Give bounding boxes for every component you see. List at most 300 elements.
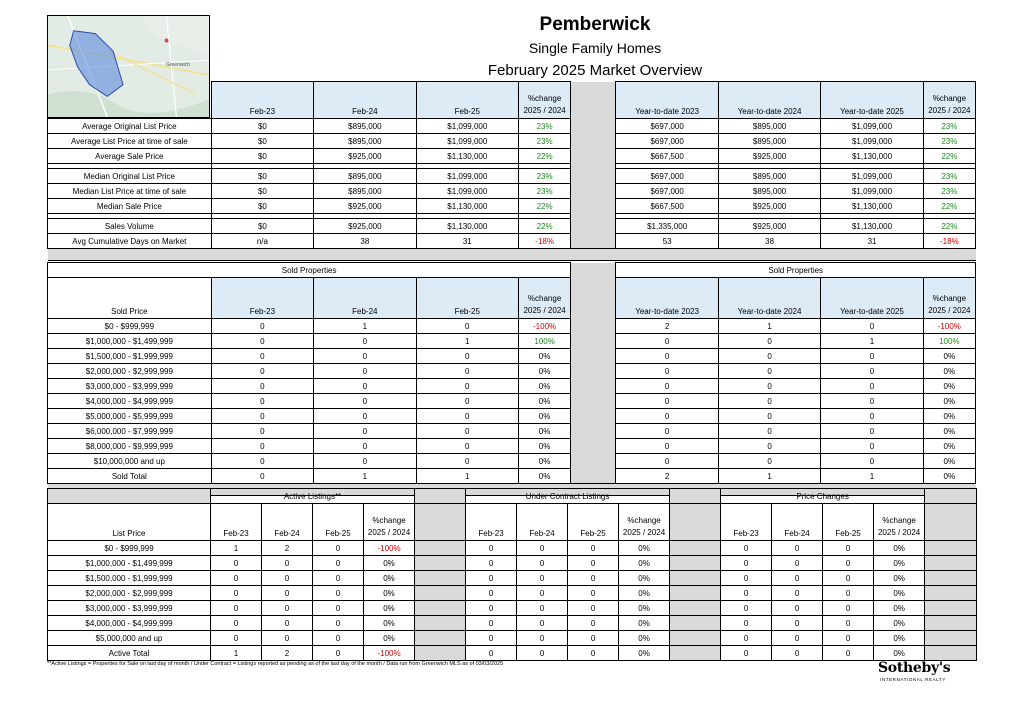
value-cell: 0: [821, 439, 923, 454]
row-label: $0 - $999,999: [48, 319, 212, 334]
value-cell: 0: [211, 469, 313, 484]
value-cell: 0: [314, 379, 416, 394]
value-cell: 0: [211, 319, 313, 334]
column-header: Feb-24: [517, 504, 568, 541]
value-cell: 0: [616, 334, 718, 349]
table-row: [48, 234, 976, 249]
value-cell: 0: [211, 601, 262, 616]
value-cell: 0: [718, 364, 820, 379]
value-cell: 0: [616, 364, 718, 379]
column-header: %change 2025 / 2024: [923, 82, 975, 119]
value-cell: 0: [721, 646, 772, 661]
value-cell: 0%: [923, 424, 975, 439]
value-cell: 0%: [874, 631, 925, 646]
column-gap: [925, 541, 977, 556]
row-label: $2,000,000 - $2,999,999: [48, 586, 211, 601]
row-label: $1,000,000 - $1,499,999: [48, 334, 212, 349]
table-row: [48, 119, 976, 134]
row-label: Median List Price at time of sale: [48, 184, 212, 199]
value-cell: $697,000: [616, 134, 718, 149]
value-cell: 0: [823, 616, 874, 631]
value-cell: 0: [313, 571, 364, 586]
value-cell: -100%: [364, 541, 415, 556]
value-cell: 0: [772, 601, 823, 616]
value-cell: 2: [262, 646, 313, 661]
table-row: [48, 184, 976, 199]
value-cell: $1,130,000: [416, 199, 518, 214]
table-row: [48, 134, 976, 149]
price-summary-table: [47, 81, 976, 261]
value-cell: 0: [823, 571, 874, 586]
column-gap: [925, 504, 977, 541]
brand-logo: [878, 660, 951, 682]
section-title: Under Contract Listings: [466, 489, 670, 504]
value-cell: $1,130,000: [821, 149, 923, 164]
value-cell: 0: [718, 379, 820, 394]
column-gap: [571, 454, 616, 469]
table-row: [48, 616, 977, 631]
area-title: Pemberwick: [539, 14, 651, 35]
value-cell: 0%: [364, 616, 415, 631]
value-cell: 0: [568, 646, 619, 661]
value-cell: $1,099,000: [416, 169, 518, 184]
column-header: Sold Price: [48, 278, 212, 319]
row-label: Sales Volume: [48, 219, 212, 234]
value-cell: 0: [718, 394, 820, 409]
value-cell: $0: [211, 199, 313, 214]
value-cell: 0%: [923, 349, 975, 364]
column-gap: [571, 184, 616, 199]
value-cell: 0: [314, 424, 416, 439]
table-row: [48, 169, 976, 184]
value-cell: 0: [568, 631, 619, 646]
value-cell: 0%: [874, 601, 925, 616]
value-cell: 0: [616, 424, 718, 439]
column-gap: [571, 439, 616, 454]
value-cell: 0: [416, 379, 518, 394]
value-cell: $1,099,000: [416, 184, 518, 199]
value-cell: $1,099,000: [821, 169, 923, 184]
table-row: [48, 199, 976, 214]
value-cell: $1,099,000: [821, 119, 923, 134]
column-header: Year-to-date 2024: [718, 82, 820, 119]
row-label: $4,000,000 - $4,999,999: [48, 394, 212, 409]
value-cell: 0: [517, 571, 568, 586]
value-cell: 22%: [519, 219, 571, 234]
value-cell: 0: [823, 556, 874, 571]
value-cell: 0: [772, 631, 823, 646]
column-gap: [571, 334, 616, 349]
value-cell: 0%: [364, 601, 415, 616]
column-header: Feb-24: [314, 278, 416, 319]
value-cell: $925,000: [718, 199, 820, 214]
value-cell: 0: [772, 586, 823, 601]
row-label: $1,000,000 - $1,499,999: [48, 556, 211, 571]
column-header: Feb-23: [211, 504, 262, 541]
value-cell: 0: [314, 454, 416, 469]
value-cell: $0: [211, 219, 313, 234]
column-gap: [670, 571, 721, 586]
value-cell: 2: [616, 469, 718, 484]
value-cell: 0: [313, 646, 364, 661]
column-gap: [670, 556, 721, 571]
row-label: $1,500,000 - $1,999,999: [48, 349, 212, 364]
column-gap: [571, 119, 616, 134]
table-row: [48, 571, 977, 586]
value-cell: 0: [823, 541, 874, 556]
column-gap: [571, 469, 616, 484]
column-gap: [670, 601, 721, 616]
table-row: [48, 469, 976, 484]
table-row: [48, 586, 977, 601]
column-gap: [571, 234, 616, 249]
table-row: [48, 454, 976, 469]
value-cell: 0: [313, 586, 364, 601]
value-cell: 1: [314, 319, 416, 334]
value-cell: 0: [211, 586, 262, 601]
column-gap: [670, 586, 721, 601]
empty-corner: [48, 489, 211, 504]
value-cell: 0: [718, 424, 820, 439]
logo-subtitle: INTERNATIONAL REALTY: [880, 677, 946, 682]
column-gap: [571, 82, 616, 119]
footnote: **Active Listings = Properties for Sale on last day of month / Under Contract = Listings reported as pending as of the last day of the month / Data run from Greenwich MLS as of 03/03/2025: [47, 661, 504, 667]
column-gap: [925, 556, 977, 571]
value-cell: $895,000: [718, 169, 820, 184]
sold-properties-table: [47, 262, 976, 496]
value-cell: 0: [568, 541, 619, 556]
value-cell: $697,000: [616, 119, 718, 134]
table-row: [48, 219, 976, 234]
column-gap: [415, 586, 466, 601]
value-cell: 0: [517, 646, 568, 661]
sold-header-row: [48, 278, 976, 319]
value-cell: 0: [211, 394, 313, 409]
value-cell: 0%: [874, 541, 925, 556]
table-row: [48, 394, 976, 409]
value-cell: 2: [262, 541, 313, 556]
value-cell: 0: [262, 616, 313, 631]
section-title: Sold Properties: [48, 263, 571, 278]
value-cell: $1,099,000: [821, 184, 923, 199]
value-cell: $925,000: [718, 219, 820, 234]
column-header: Year-to-date 2023: [616, 82, 718, 119]
value-cell: 0%: [874, 616, 925, 631]
value-cell: 0: [211, 616, 262, 631]
column-gap: [571, 319, 616, 334]
value-cell: -100%: [923, 319, 975, 334]
value-cell: 0: [211, 556, 262, 571]
value-cell: 23%: [923, 119, 975, 134]
value-cell: $1,099,000: [416, 134, 518, 149]
value-cell: 0%: [518, 454, 570, 469]
value-cell: 0: [718, 409, 820, 424]
value-cell: $925,000: [314, 199, 416, 214]
value-cell: 0: [718, 439, 820, 454]
table-row: [48, 379, 976, 394]
column-header: %change 2025 / 2024: [619, 504, 670, 541]
value-cell: 100%: [518, 334, 570, 349]
value-cell: 0: [517, 631, 568, 646]
table-row: [48, 349, 976, 364]
value-cell: 0: [416, 319, 518, 334]
value-cell: 23%: [519, 169, 571, 184]
column-gap: [571, 424, 616, 439]
value-cell: 0: [466, 601, 517, 616]
column-gap: [571, 263, 616, 278]
value-cell: 0%: [518, 364, 570, 379]
row-label: Avg Cumulative Days on Market: [48, 234, 212, 249]
value-cell: 100%: [923, 334, 975, 349]
value-cell: 0%: [874, 556, 925, 571]
value-cell: 0: [821, 364, 923, 379]
column-header: %change 2025 / 2024: [364, 504, 415, 541]
value-cell: 0: [466, 586, 517, 601]
value-cell: 38: [718, 234, 820, 249]
value-cell: 0: [262, 556, 313, 571]
column-gap: [415, 571, 466, 586]
row-label: $1,500,000 - $1,999,999: [48, 571, 211, 586]
value-cell: 0%: [874, 571, 925, 586]
value-cell: 0: [772, 556, 823, 571]
value-cell: 0: [821, 394, 923, 409]
value-cell: n/a: [211, 234, 313, 249]
value-cell: 0%: [364, 586, 415, 601]
value-cell: 0: [616, 394, 718, 409]
value-cell: 1: [821, 334, 923, 349]
value-cell: 0: [568, 586, 619, 601]
value-cell: 0: [313, 631, 364, 646]
value-cell: 0%: [619, 616, 670, 631]
row-label: Active Total: [48, 646, 211, 661]
value-cell: $0: [211, 134, 313, 149]
table-row: [48, 646, 977, 661]
spacer-cell: [48, 249, 976, 261]
value-cell: 0: [211, 409, 313, 424]
value-cell: 23%: [519, 134, 571, 149]
value-cell: 0: [211, 334, 313, 349]
value-cell: 1: [416, 334, 518, 349]
value-cell: $0: [211, 184, 313, 199]
column-gap: [925, 616, 977, 631]
value-cell: 0: [772, 541, 823, 556]
value-cell: 0: [821, 349, 923, 364]
value-cell: 0: [211, 439, 313, 454]
report-title: February 2025 Market Overview: [487, 62, 703, 79]
value-cell: 0%: [518, 439, 570, 454]
column-gap: [670, 489, 721, 504]
value-cell: 0%: [619, 586, 670, 601]
column-gap: [571, 219, 616, 234]
value-cell: 23%: [923, 169, 975, 184]
value-cell: -18%: [519, 234, 571, 249]
value-cell: $0: [211, 169, 313, 184]
value-cell: 0: [821, 454, 923, 469]
value-cell: $0: [211, 149, 313, 164]
value-cell: 0: [416, 454, 518, 469]
value-cell: 0: [466, 556, 517, 571]
value-cell: $895,000: [718, 119, 820, 134]
empty-corner: [48, 82, 212, 119]
column-gap: [571, 364, 616, 379]
column-gap: [571, 199, 616, 214]
row-label: $5,000,000 and up: [48, 631, 211, 646]
value-cell: 0: [517, 556, 568, 571]
value-cell: 0: [211, 424, 313, 439]
column-gap: [925, 489, 977, 504]
value-cell: 0%: [923, 364, 975, 379]
value-cell: 0: [416, 409, 518, 424]
column-gap: [925, 586, 977, 601]
column-header: Feb-24: [262, 504, 313, 541]
value-cell: 0: [416, 424, 518, 439]
value-cell: 0: [616, 454, 718, 469]
column-header: Feb-24: [772, 504, 823, 541]
column-header: %change 2025 / 2024: [874, 504, 925, 541]
value-cell: 0: [211, 454, 313, 469]
row-label: $5,000,000 - $5,999,999: [48, 409, 212, 424]
summary-header-row: [48, 82, 976, 119]
value-cell: 0: [211, 631, 262, 646]
value-cell: 0%: [518, 424, 570, 439]
value-cell: 0%: [874, 586, 925, 601]
value-cell: $1,335,000: [616, 219, 718, 234]
table-row: [48, 631, 977, 646]
row-label: Average Original List Price: [48, 119, 212, 134]
value-cell: 0: [466, 646, 517, 661]
column-header: List Price: [48, 504, 211, 541]
value-cell: 22%: [519, 199, 571, 214]
row-label: $3,000,000 - $3,999,999: [48, 601, 211, 616]
column-gap: [415, 489, 466, 504]
value-cell: 0: [568, 616, 619, 631]
value-cell: 0%: [619, 631, 670, 646]
row-label: $10,000,000 and up: [48, 454, 212, 469]
value-cell: 0%: [364, 556, 415, 571]
value-cell: 53: [616, 234, 718, 249]
value-cell: 0: [211, 364, 313, 379]
value-cell: 0: [416, 439, 518, 454]
value-cell: 0%: [518, 379, 570, 394]
section-title: Active Listings**: [211, 489, 415, 504]
value-cell: 1: [821, 469, 923, 484]
value-cell: $667,500: [616, 199, 718, 214]
value-cell: 0: [718, 334, 820, 349]
value-cell: $895,000: [314, 184, 416, 199]
value-cell: 0: [721, 586, 772, 601]
column-header: %change 2025 / 2024: [518, 278, 570, 319]
column-header: Feb-24: [314, 82, 416, 119]
column-header: Feb-23: [211, 278, 313, 319]
value-cell: 0: [718, 454, 820, 469]
value-cell: 0: [821, 319, 923, 334]
column-gap: [571, 278, 616, 319]
value-cell: 0%: [874, 646, 925, 661]
value-cell: 0: [823, 586, 874, 601]
column-header: %change 2025 / 2024: [519, 82, 571, 119]
listings-header-row: [48, 504, 977, 541]
value-cell: 0: [568, 571, 619, 586]
value-cell: 38: [314, 234, 416, 249]
map-town-label: Greenwich: [166, 62, 190, 68]
column-gap: [415, 616, 466, 631]
column-gap: [670, 646, 721, 661]
row-label: $6,000,000 - $7,999,999: [48, 424, 212, 439]
value-cell: 0: [721, 541, 772, 556]
column-header: Feb-25: [416, 278, 518, 319]
section-spacer: [48, 249, 976, 261]
value-cell: 0%: [619, 556, 670, 571]
value-cell: 23%: [923, 184, 975, 199]
value-cell: 1: [211, 646, 262, 661]
table-row: [48, 541, 977, 556]
row-label: $2,000,000 - $2,999,999: [48, 364, 212, 379]
value-cell: 0: [823, 601, 874, 616]
column-header: Feb-23: [721, 504, 772, 541]
value-cell: $1,130,000: [821, 199, 923, 214]
value-cell: 0: [772, 646, 823, 661]
value-cell: $667,500: [616, 149, 718, 164]
table-row: [48, 424, 976, 439]
column-header: Feb-25: [313, 504, 364, 541]
value-cell: 0: [416, 364, 518, 379]
value-cell: 0: [616, 379, 718, 394]
value-cell: $697,000: [616, 169, 718, 184]
value-cell: 0: [823, 631, 874, 646]
table-row: [48, 556, 977, 571]
value-cell: 23%: [519, 119, 571, 134]
value-cell: 0%: [518, 409, 570, 424]
column-gap: [571, 379, 616, 394]
value-cell: -100%: [364, 646, 415, 661]
column-gap: [925, 571, 977, 586]
table-row: [48, 334, 976, 349]
column-header: Feb-25: [823, 504, 874, 541]
value-cell: 22%: [923, 149, 975, 164]
sold-title-row: [48, 263, 976, 278]
column-gap: [925, 601, 977, 616]
section-title: Sold Properties: [616, 263, 976, 278]
value-cell: $1,130,000: [416, 149, 518, 164]
value-cell: 0: [314, 364, 416, 379]
column-gap: [415, 646, 466, 661]
column-header: Feb-25: [568, 504, 619, 541]
value-cell: 0%: [364, 631, 415, 646]
value-cell: 22%: [923, 219, 975, 234]
value-cell: 23%: [519, 184, 571, 199]
value-cell: 0: [314, 439, 416, 454]
value-cell: 0%: [518, 349, 570, 364]
value-cell: 22%: [923, 199, 975, 214]
value-cell: 22%: [519, 149, 571, 164]
table-row: [48, 601, 977, 616]
row-label: $3,000,000 - $3,999,999: [48, 379, 212, 394]
value-cell: $895,000: [314, 134, 416, 149]
value-cell: 0%: [923, 469, 975, 484]
value-cell: 0%: [923, 379, 975, 394]
value-cell: 0: [314, 349, 416, 364]
column-gap: [670, 631, 721, 646]
value-cell: 0: [262, 571, 313, 586]
value-cell: 2: [616, 319, 718, 334]
value-cell: 0: [466, 616, 517, 631]
value-cell: 31: [416, 234, 518, 249]
table-row: [48, 319, 976, 334]
value-cell: 0: [517, 541, 568, 556]
column-gap: [670, 616, 721, 631]
section-title: Price Changes: [721, 489, 925, 504]
value-cell: 0: [721, 616, 772, 631]
